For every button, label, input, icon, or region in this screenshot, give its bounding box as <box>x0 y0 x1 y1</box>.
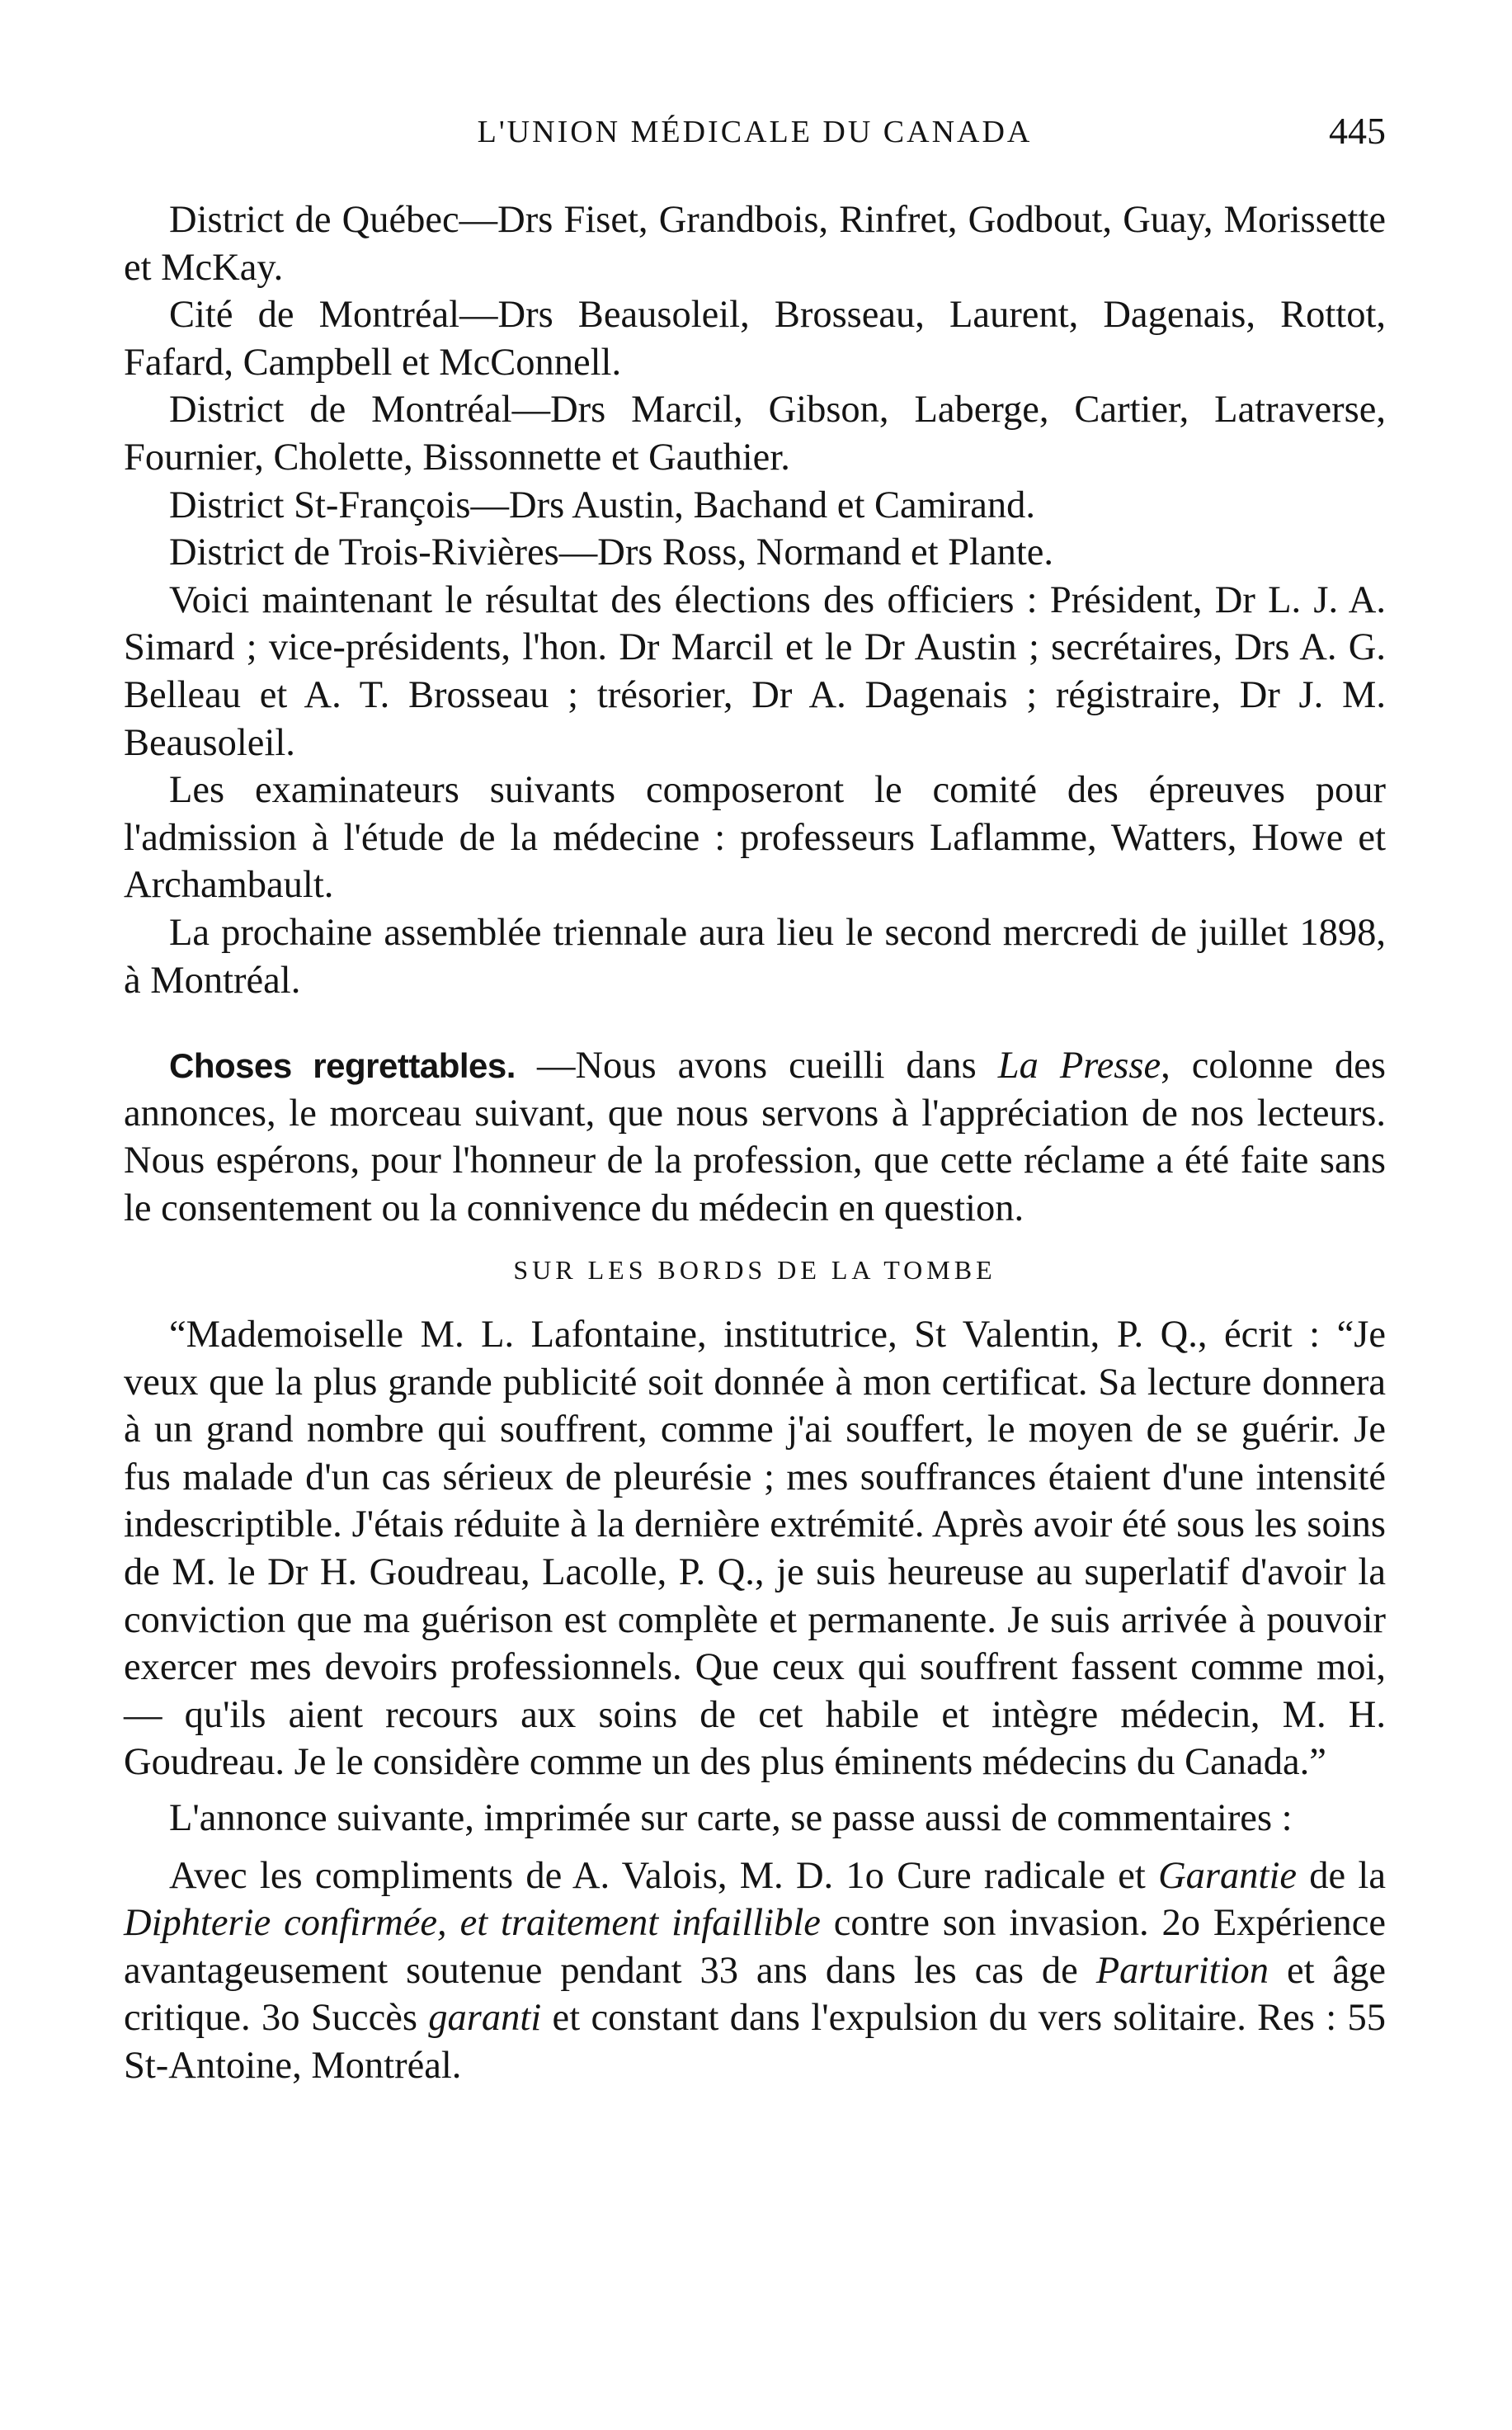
advertisement-text <box>124 1852 1386 2090</box>
advertisement-card <box>124 1852 1386 2090</box>
text-run: Avec les compliments de A. Valois, M. D. 1o Cure radicale et <box>169 1854 1159 1897</box>
italic-run: garanti <box>428 1997 542 2040</box>
text-run: et constant dans l'expulsion du vers solitaire. Res : 55 St-Antoine, Montréal. <box>124 1997 1386 2087</box>
italic-run: Diphterie confirmée, et traitement infaillible <box>124 1902 821 1945</box>
paragraph-montreal-district: District de Montréal—Drs Marcil, Gibson, Laberge, Cartier, Latraverse, Fournier, Cholette, Bissonnette et Gauthier. <box>124 389 1386 479</box>
italic-run: Parturition <box>1095 1949 1269 1992</box>
running-title: L'UNION MÉDICALE DU CANADA <box>477 115 1033 149</box>
testimonial-text: “Mademoiselle M. L. Lafontaine, institutrice, St Valentin, P. Q., écrit : “Je veux que la plus grande publicité soit donnée à mon certificat. Sa lecture donnera à un grand nombre qui souffrent, comme j'ai souffert, le moyen de se guérir. Je fus malade d'un cas sérieux de pleurésie ; mes souffrances étaient d'une intensité indescriptible. J'étais réduite à la dernière extrémité. Après avoir été sous les soins de M. le Dr H. Goudreau, Lacolle, P. Q., je suis heureuse au superlatif d'avoir la conviction que ma guérison est complète et permanente. Je suis arrivée à pouvoir exercer mes devoirs professionnels. Que ceux qui souffrent fassent comme moi, — qu'ils aient recours aux soins de cet habile et intègre médecin, M. H. Goudreau. Je le considère comme un des plus éminents médecins du Canada.” <box>124 1314 1386 1784</box>
paragraph-next-meeting: La prochaine assemblée triennale aura lieu le second mercredi de juillet 1898, à Montréal. <box>124 911 1386 1002</box>
paragraph-card-intro: L'annonce suivante, imprimée sur carte, se passe aussi de commentaires : <box>169 1797 1293 1839</box>
paragraph-examiners: Les examinateurs suivants composeront le comité des épreuves pour l'admission à l'étude de la médecine : professeurs Laflamme, Watters, Howe et Archambault. <box>124 769 1386 907</box>
section-heading: Choses regrettables. <box>169 1046 516 1086</box>
paragraph-quebec: District de Québec—Drs Fiset, Grandbois, Rinfret, Godbout, Guay, Morissette et McKay. <box>124 199 1386 289</box>
page-body <box>124 196 1386 2090</box>
text-run: de la <box>1297 1854 1386 1897</box>
text-run: contre son invasion. 2o Expérience avantageusement soutenue pendant 33 ans dans les cas de <box>124 1902 1386 1992</box>
italic-run: Garantie <box>1158 1854 1297 1897</box>
newspaper-title: La Presse <box>997 1045 1161 1088</box>
paragraph-trois-rivieres: District de Trois-Rivières—Drs Ross, Normand et Plante. <box>169 531 1054 574</box>
paragraph-choses-regrettables <box>124 1042 1386 1232</box>
page-header <box>124 106 1386 163</box>
paragraph-officers: Voici maintenant le résultat des élections des officiers : Président, Dr L. J. A. Simard ; vice-présidents, l'hon. Dr Marcil et le Dr Austin ; secrétaires, Drs A. G. Belleau et A. T. Brosseau ; trésorier, Dr A. Dagenais ; régistraire, Dr J. M. Beausoleil. <box>124 578 1386 764</box>
text-run: —Nous avons cueilli dans <box>515 1045 998 1088</box>
text-run: et âge critique. 3o Succès <box>124 1949 1386 2040</box>
subheading: SUR LES BORDS DE LA TOMBE <box>513 1255 996 1286</box>
paragraph-st-francois: District St-François—Drs Austin, Bachand et Camirand. <box>169 484 1035 526</box>
section-gap <box>124 1004 1386 1042</box>
page-number: 445 <box>1329 110 1386 152</box>
paragraph-montreal-city: Cité de Montréal—Drs Beausoleil, Brosseau, Laurent, Dagenais, Rottot, Fafard, Campbell et McConnell. <box>124 294 1386 384</box>
text-run: , colonne des annonces, le morceau suivant, que nous servons à l'appréciation de nos lecteurs. Nous espérons, pour l'honneur de la profession, que cette réclame a été faite sans le consentement ou la connivence du médecin en question. <box>124 1045 1386 1229</box>
testimonial-quote <box>124 1311 1386 1786</box>
